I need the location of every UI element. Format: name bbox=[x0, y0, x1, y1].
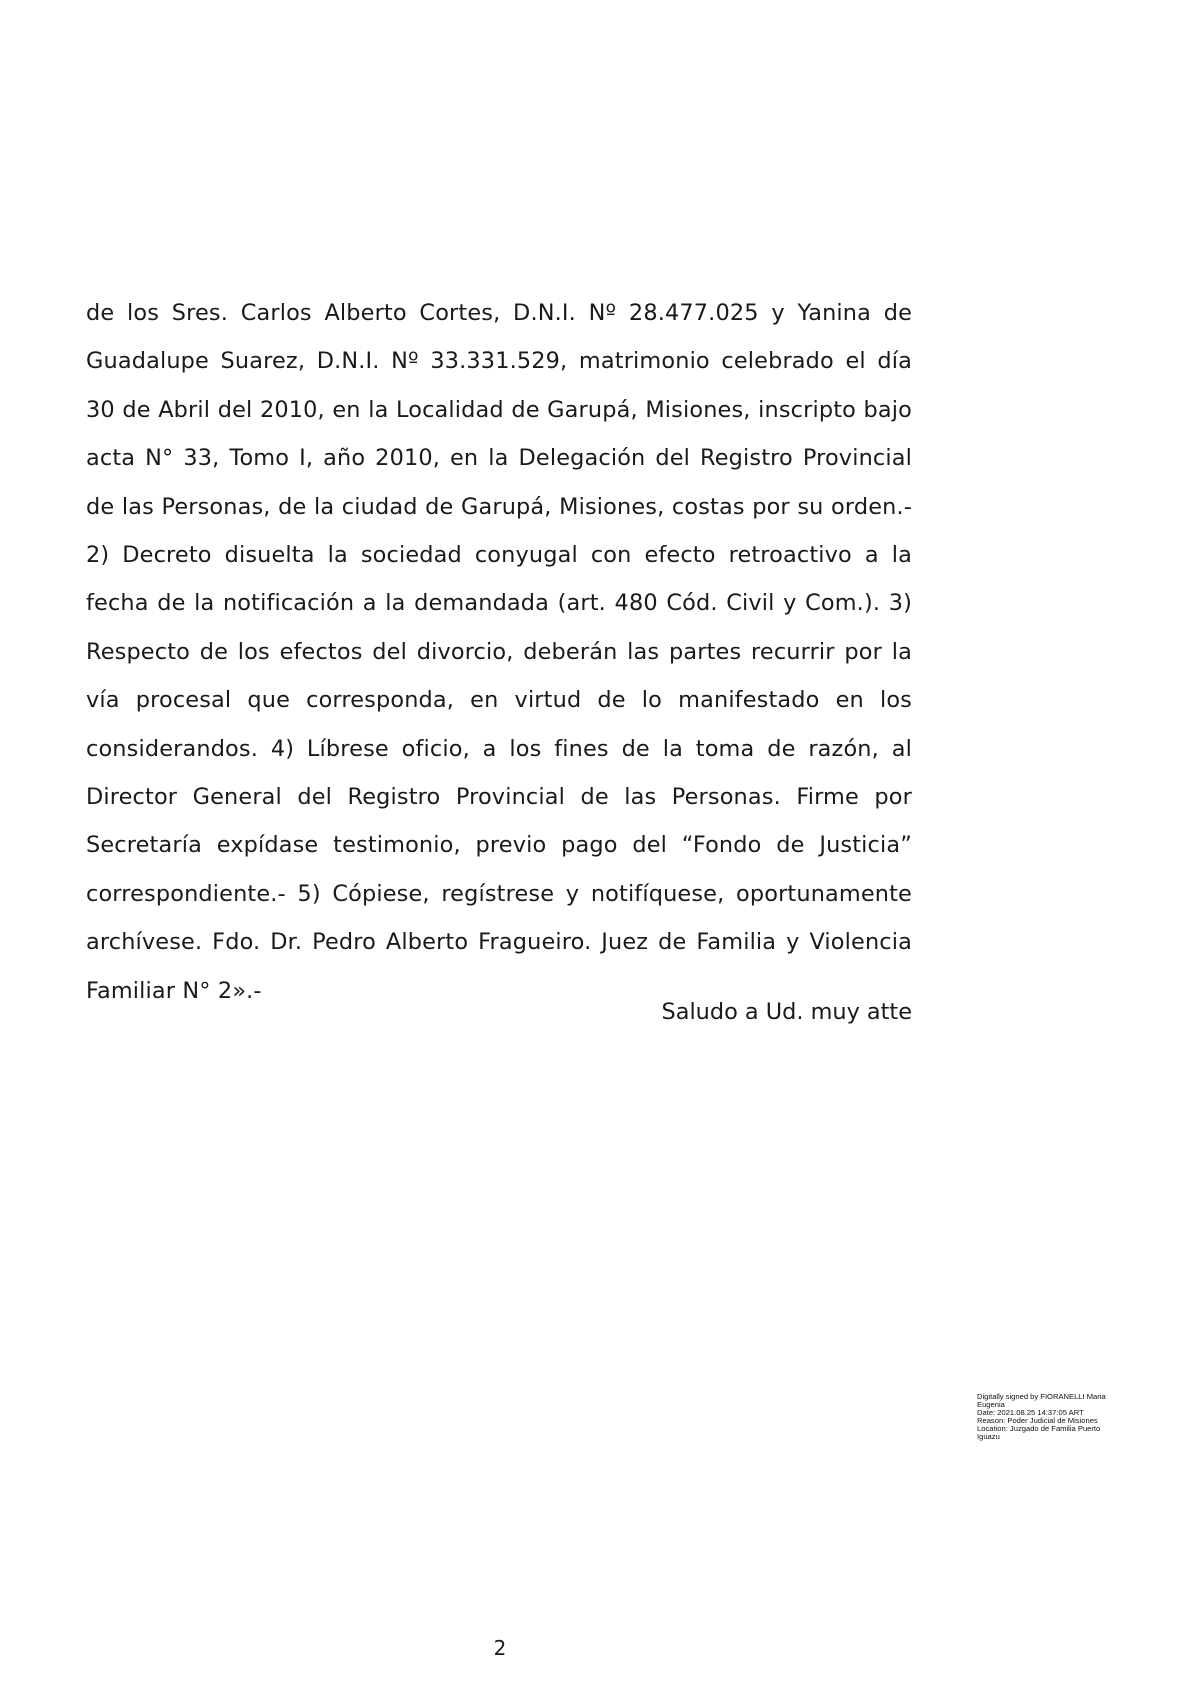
signature-signer-line: Digitally signed by FIORANELLI Maria bbox=[977, 1392, 1106, 1401]
signature-date: Date: 2021.08.25 14:37:05 ART bbox=[977, 1408, 1084, 1417]
closing-salutation: Saludo a Ud. muy atte bbox=[661, 999, 912, 1025]
page-number: 2 bbox=[493, 1636, 507, 1660]
signature-reason: Reason: Poder Judicial de Misiones bbox=[977, 1416, 1098, 1425]
signature-location-cont: Iguazu bbox=[977, 1432, 1000, 1441]
signature-signer-line-cont: Eugenia bbox=[977, 1400, 1005, 1409]
body-paragraph: de los Sres. Carlos Alberto Cortes, D.N.I. Nº 28.477.025 y Yanina de Guadalupe Suarez, D.N.I. Nº 33.331.529, matrimonio celebrado el día 30 de Abril del 2010, en la Localidad de Garupá, Misiones, inscripto bajo acta N° 33, Tomo I, año 2010, en la Delegación del Registro Provincial de las Personas, de la ciudad de Garupá, Misiones, costas por su orden.- 2) Decreto disuelta la sociedad conyugal con efecto retroactivo a la fecha de la notificación a la demandada (art. 480 Cód. Civil y Com.). 3) Respecto de los efectos del divorcio, deberán las partes recurrir por la vía procesal que corresponda, en virtud de lo manifestado en los considerandos. 4) Líbrese oficio, a los fines de la toma de razón, al Director General del Registro Provincial de las Personas. Firme por Secretaría expídase testimonio, previo pago del “Fondo de Justicia” correspondiente.- 5) Cópiese, regístrese y notifíquese, oportunamente archívese. Fdo. Dr. Pedro Alberto Fragueiro. Juez de Familia y Violencia Familiar N° 2».- bbox=[86, 300, 912, 1004]
signature-location: Location: Juzgado de Familia Puerto bbox=[977, 1424, 1101, 1433]
digital-signature-block bbox=[977, 1393, 1127, 1441]
